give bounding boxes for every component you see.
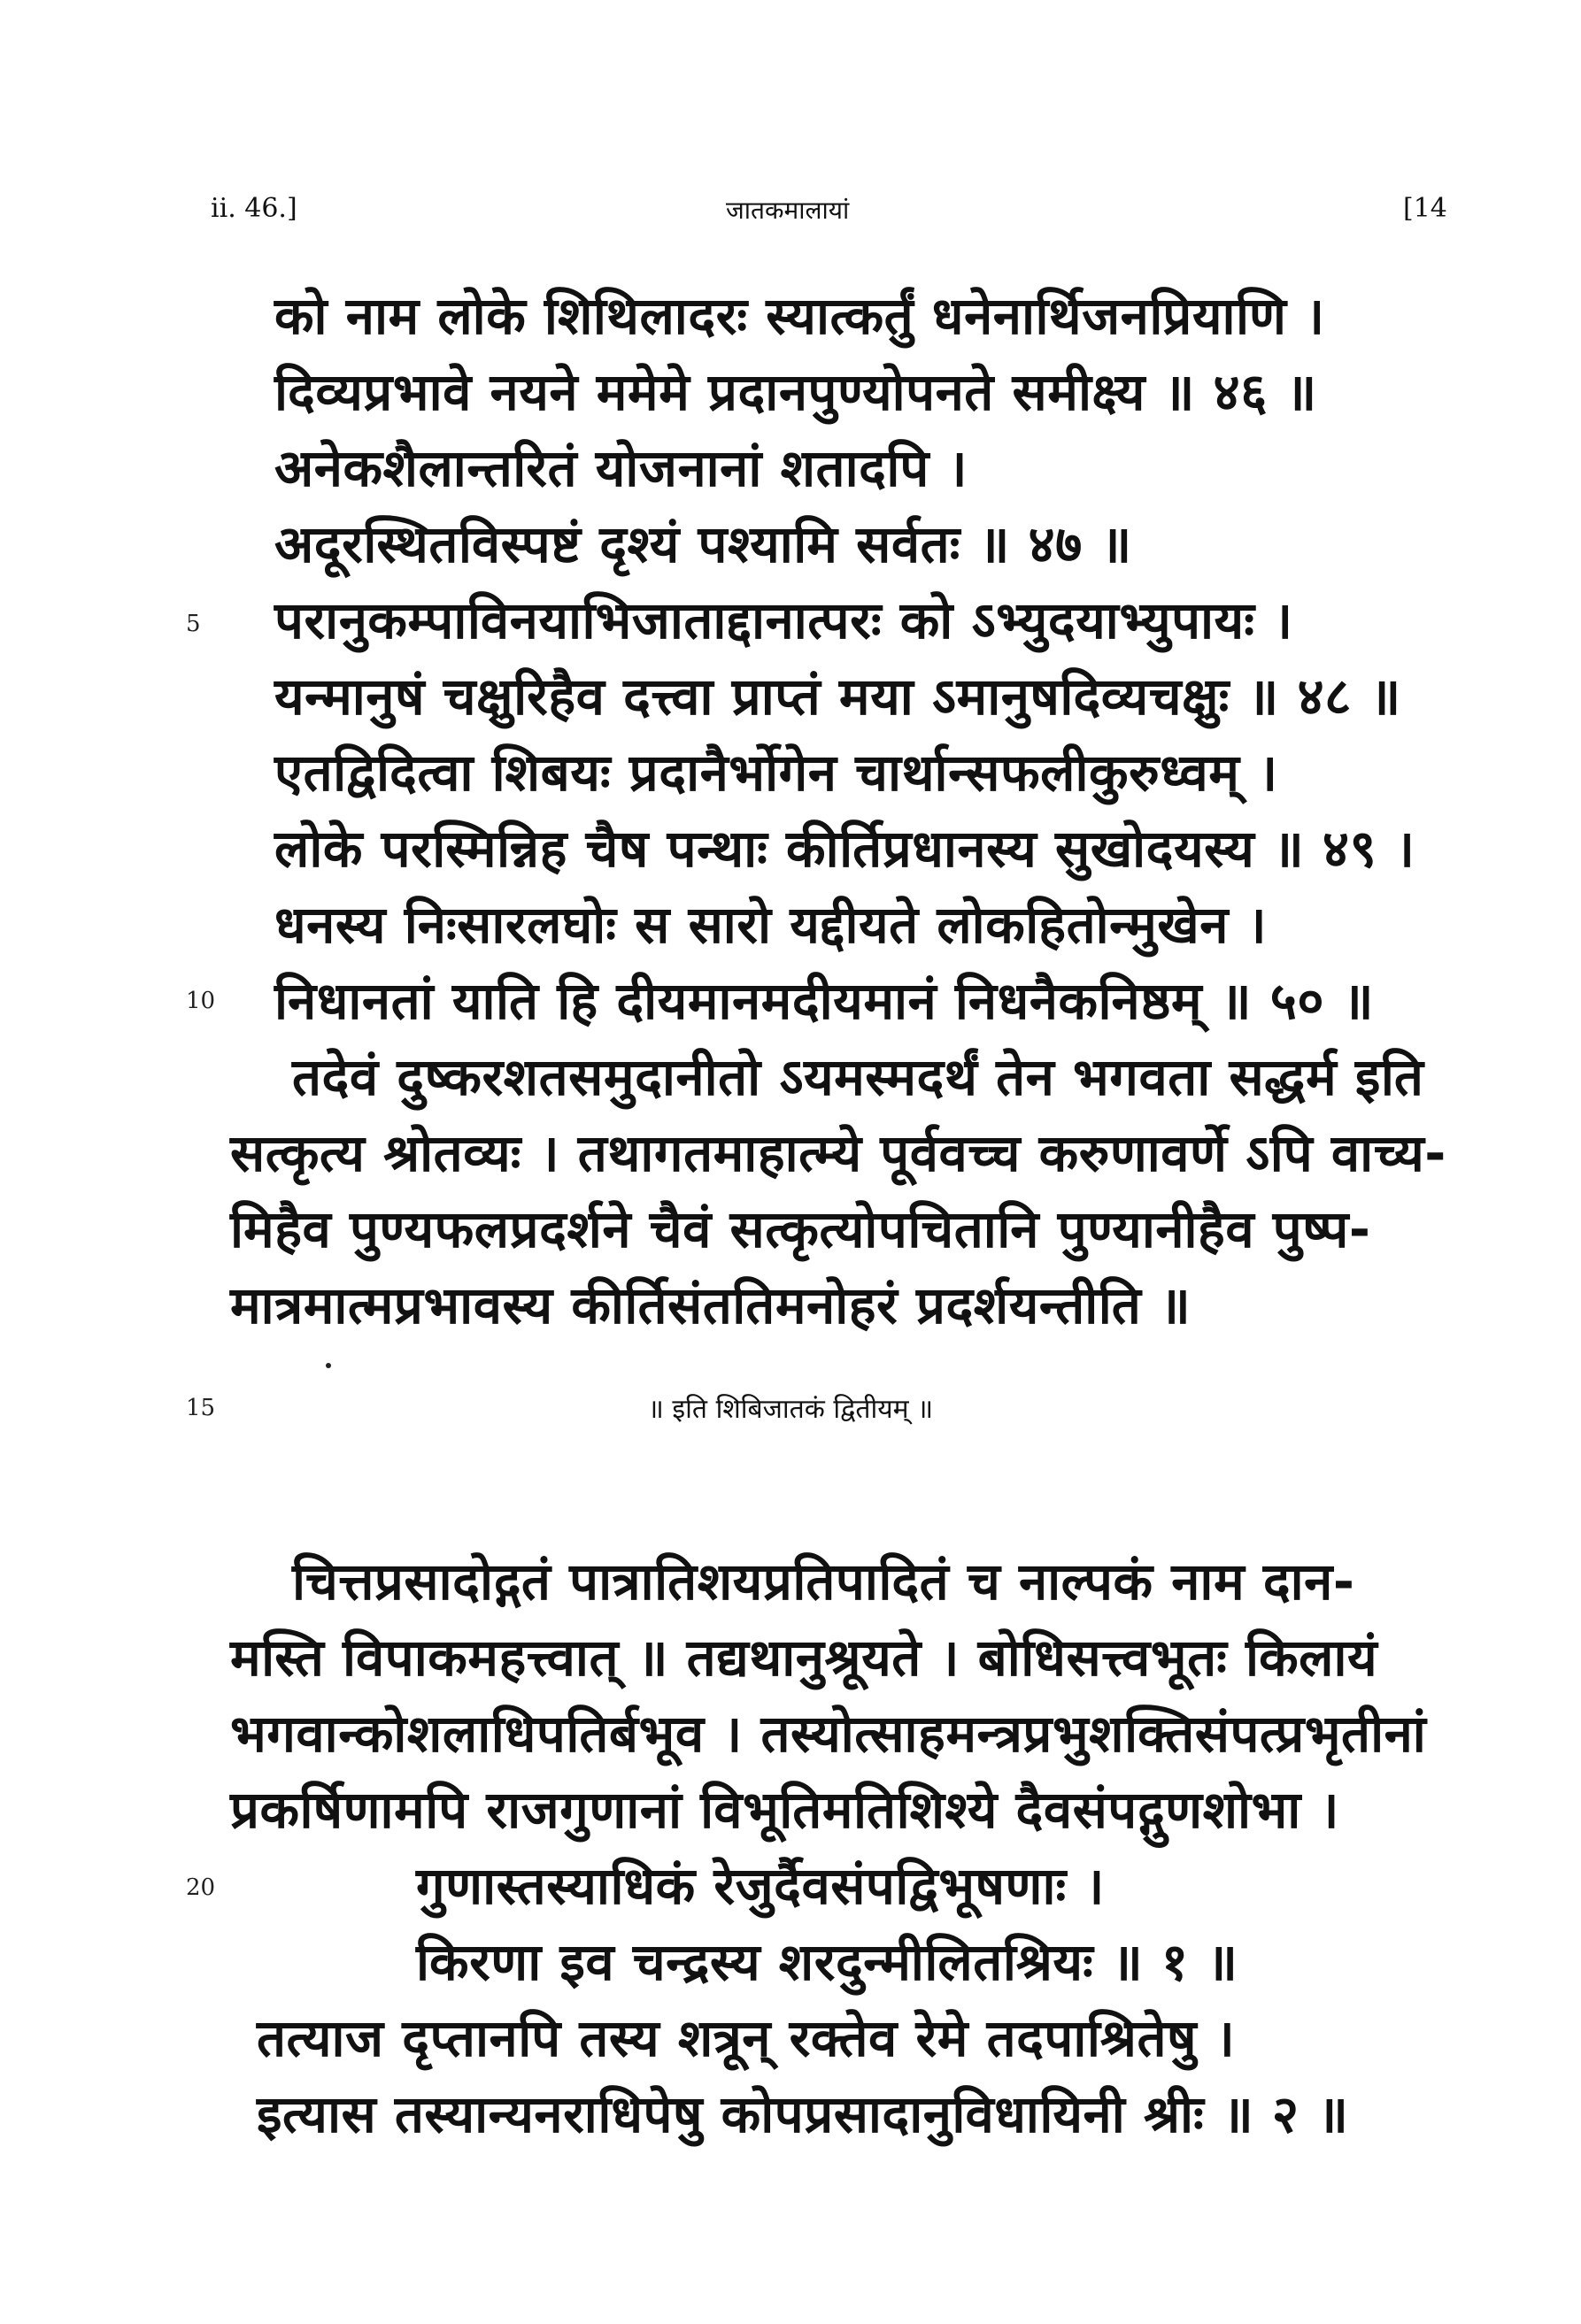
text-line: लोके परस्मिन्निह चैष पन्थाः कीर्तिप्रधानस्य सुखोदयस्य ॥ ४९ । (274, 819, 1415, 879)
line-number: 20 (186, 1874, 216, 1901)
stray-dot (326, 1363, 331, 1368)
text-line: तत्याज दृप्तानपि तस्य शत्रून् रक्तेव रेमे तदपाश्रितेषु । (257, 2008, 1236, 2068)
text-line: मिहैव पुण्यफलप्रदर्शने चैवं सत्कृत्योपचितानि पुण्यानीहैव पुष्प- (230, 1199, 1371, 1259)
text-line: दिव्यप्रभावे नयने ममेमे प्रदानपुण्योपनते समीक्ष्य ॥ ४६ ॥ (274, 362, 1317, 422)
text-line: सत्कृत्य श्रोतव्यः । तथागतमाहात्म्ये पूर्ववच्च करुणावर्णे ऽपि वाच्य- (230, 1123, 1446, 1183)
line-number: 15 (186, 1395, 216, 1421)
text-line: मस्ति विपाकमहत्त्वात् ॥ तद्यथानुश्रूयते । बोधिसत्त्वभूतः किलायं (230, 1628, 1378, 1688)
line-number: 5 (186, 611, 201, 637)
text-line: अदूरस्थितविस्पष्टं दृश्यं पश्यामि सर्वतः ॥ ४७ ॥ (274, 514, 1132, 574)
text-line: एतद्विदित्वा शिबयः प्रदानैर्भोगेन चार्थान्सफलीकुरुध्वम् । (274, 743, 1278, 803)
text-line: किरणा इव चन्द्रस्य शरदुन्मीलितश्रियः ॥ १ ॥ (416, 1932, 1238, 1992)
running-head-page-number: [14 (1403, 193, 1447, 224)
running-head-title: जातकमालायां (726, 196, 850, 225)
line-number: 10 (186, 988, 216, 1014)
text-line: गुणास्तस्याधिकं रेजुर्दैवसंपद्विभूषणाः । (416, 1856, 1105, 1916)
text-line: भगवान्कोशलाधिपतिर्बभूव । तस्योत्साहमन्त्रप्रभुशक्तिसंपत्प्रभृतीनां (230, 1704, 1427, 1764)
text-line: धनस्य निःसारलघोः स सारो यद्दीयते लोकहितोन्मुखेन । (274, 895, 1268, 955)
text-line: इत्यास तस्यान्यनराधिपेषु कोपप्रसादानुविधायिनी श्रीः ॥ २ ॥ (257, 2084, 1349, 2144)
text-line: चित्तप्रसादोद्गतं पात्रातिशयप्रतिपादितं च नाल्पकं नाम दान- (292, 1551, 1355, 1612)
text-line: को नाम लोके शिथिलादरः स्यात्कर्तुं धनेनार्थिजनप्रियाणि । (274, 286, 1325, 346)
running-head (0, 193, 1581, 228)
text-line: यन्मानुषं चक्षुरिहैव दत्त्वा प्राप्तं मया ऽमानुषदिव्यचक्षुः ॥ ४८ ॥ (274, 666, 1401, 727)
text-line: प्रकर्षिणामपि राजगुणानां विभूतिमतिशिश्ये दैवसंपद्गुणशोभा । (230, 1780, 1340, 1840)
text-line: मात्रमात्मप्रभावस्य कीर्तिसंततिमनोहरं प्रदर्शयन्तीति ॥ (230, 1275, 1192, 1335)
colophon: ॥ इति शिबिजातकं द्वितीयम् ॥ (647, 1394, 934, 1425)
running-head-left: ii. 46.] (211, 193, 297, 224)
text-line: अनेकशैलान्तरितं योजनानां शतादपि । (274, 438, 968, 498)
text-line: निधानतां याति हि दीयमानमदीयमानं निधनैकनिष्ठम् ॥ ५० ॥ (274, 971, 1374, 1031)
text-line: परानुकम्पाविनयाभिजाताद्दानात्परः को ऽभ्युदयाभ्युपायः । (274, 590, 1293, 650)
text-line: तदेवं दुष्करशतसमुदानीतो ऽयमस्मदर्थं तेन भगवता सद्धर्म इति (292, 1047, 1424, 1107)
